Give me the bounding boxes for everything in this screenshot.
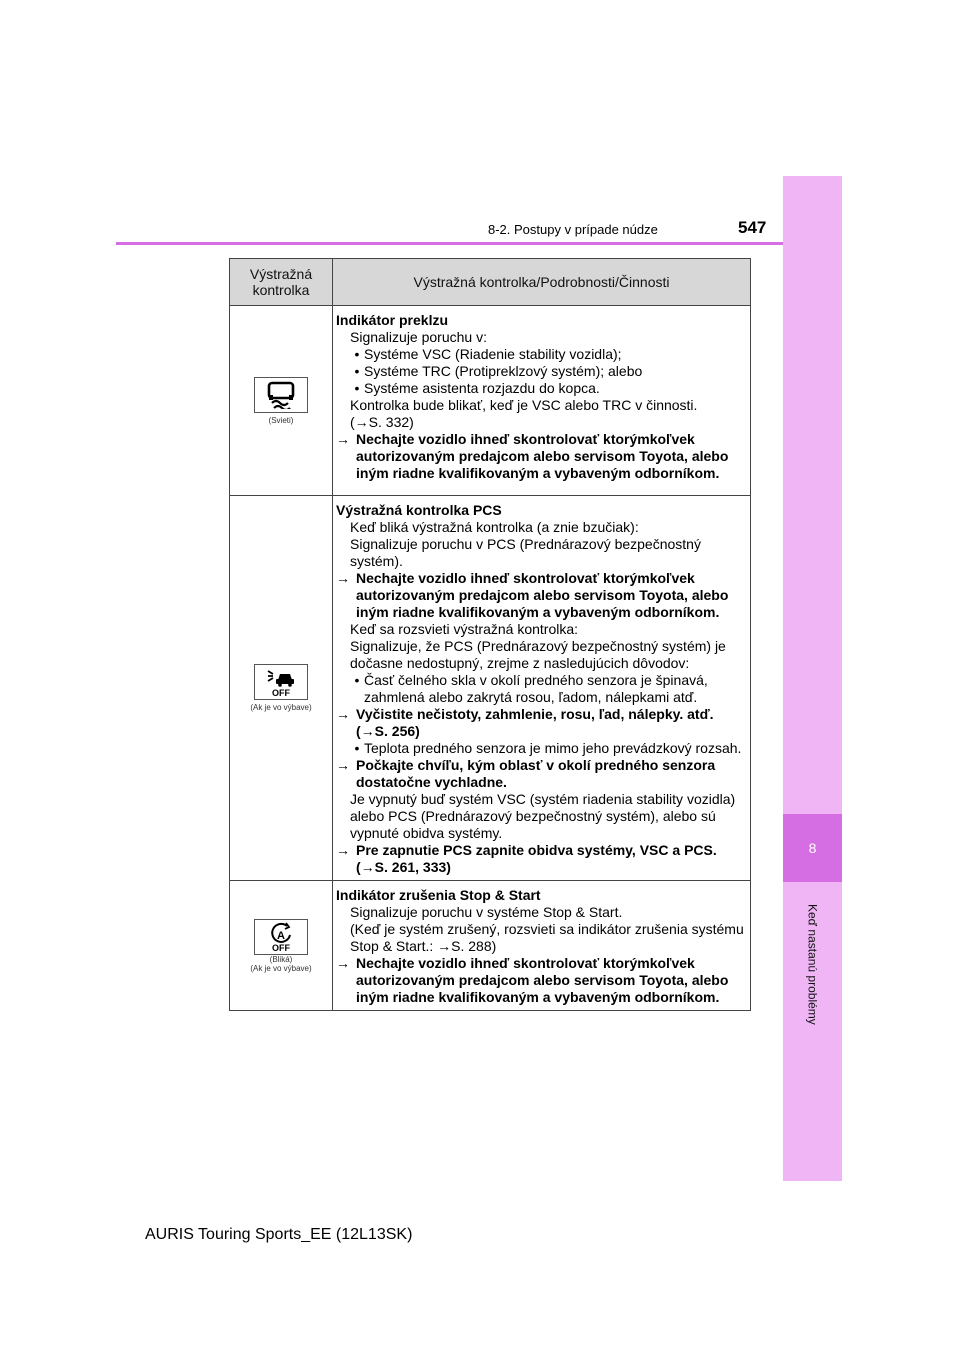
reference-text: S. 288) [451,938,497,954]
arrow-icon: → [336,570,350,586]
list-item [350,740,748,757]
table-row [230,496,751,881]
arrow-icon: → [336,757,350,773]
arrow-icon: → [336,842,350,858]
list-item [350,363,748,380]
stop-start-off-icon [265,922,297,952]
header-col-details: Výstražná kontrolka/Podrobnosti/Činnosti [333,259,751,306]
icon-caption: (Svieti) [268,415,294,425]
reference-text: S. 261, 333) [374,859,451,875]
icon-frame [254,664,308,700]
action-text: Vyčistite nečistoty, zahmlenie, rosu, ľad, nálepky. atď. [356,706,714,722]
chapter-title [783,896,842,1166]
arrow-icon: → [336,431,350,447]
action-instruction [336,431,748,482]
row-text: Signalizuje poruchu v: [350,329,487,345]
header-col-indicator: Výstražná kontrolka [230,259,333,306]
table-header-row [230,259,751,306]
row-text: Je vypnutý buď systém VSC (systém riadenia stability vozidla) alebo PCS (Prednárazový bezpečnostný systém), alebo sú vypnuté obidva systémy. [350,791,736,841]
pcs-off-icon [264,667,298,697]
bullet-icon: • [354,346,360,362]
action-instruction [336,955,748,1006]
row-text: Signalizuje poruchu v PCS (Prednárazový bezpečnostný systém). [350,536,701,569]
list-item [350,380,748,397]
page-number: 547 [738,218,767,237]
row-text-part: (Keď je systém zrušený, rozsvieti sa indikátor zrušenia systému Stop & Start.: [350,921,744,954]
reference-text: S. 256) [374,723,420,739]
table-row [230,306,751,496]
table-row [230,881,751,1011]
slip-indicator-icon [266,381,296,409]
arrow-icon: → [336,955,350,971]
action-instruction [336,842,748,876]
bullet-icon: • [354,740,360,756]
row-title: Indikátor zrušenia Stop & Start [336,887,541,903]
icon-frame [254,377,308,413]
action-text: Nechajte vozidlo ihneď skontrolovať ktorýmkoľvek autorizovaným predajcom alebo servisom Toyota, alebo iným riadne kvalifikovaným a vybaveným odborníkom. [356,955,729,1005]
description-cell [333,306,751,496]
header-divider [116,242,783,245]
svg-text:OFF: OFF [272,942,290,952]
reference-prefix: (→ [356,723,375,739]
list-item-text: Systéme TRC (Protipreklzový systém); alebo [364,363,643,379]
row-title: Indikátor preklzu [336,312,449,328]
arrow-icon: → [336,706,350,722]
footer-model-text: AURIS Touring Sports_EE (12L13SK) [145,1226,413,1243]
action-instruction [336,570,748,621]
section-title: 8-2. Postupy v prípade núdze [488,222,658,237]
svg-text:OFF: OFF [272,688,290,697]
action-instruction [336,757,748,791]
reference-text: S. 332) [368,414,414,430]
list-item-text: Teplota predného senzora je mimo jeho prevádzkový rozsah. [364,740,742,756]
bullet-icon: • [354,363,360,379]
action-text: Nechajte vozidlo ihneď skontrolovať ktorýmkoľvek autorizovaným predajcom alebo servisom Toyota, alebo iným riadne kvalifikovaným a vybaveným odborníkom. [356,570,729,620]
icon-cell [230,306,333,496]
chapter-side-tab [783,176,842,1181]
action-text: Pre zapnutie PCS zapnite obidva systémy, VSC a PCS. [356,842,717,858]
action-instruction [336,706,748,740]
icon-frame [254,919,308,955]
arrow-icon: → [437,938,452,954]
icon-caption: (Ak je vo výbave) [250,963,312,973]
list-item [350,346,748,363]
list-item [350,672,748,706]
icon-caption: (Bliká) [269,954,293,964]
bullet-icon: • [354,672,360,688]
description-cell [333,881,751,1011]
row-title: Výstražná kontrolka PCS [336,502,502,518]
action-text: Nechajte vozidlo ihneď skontrolovať ktorýmkoľvek autorizovaným predajcom alebo servisom Toyota, alebo iným riadne kvalifikovaným a vybaveným odborníkom. [356,431,729,481]
icon-caption: (Ak je vo výbave) [250,703,312,712]
list-item-text: Systéme VSC (Riadenie stability vozidla); [364,346,622,362]
warning-lights-table [229,258,751,1011]
action-text: Počkajte chvíľu, kým oblasť v okolí predného senzora dostatočne vychladne. [356,757,716,790]
icon-cell [230,881,333,1011]
chapter-title-text: Keď nastanú problémy [805,904,820,1025]
row-text: Signalizuje, že PCS (Prednárazový bezpečnostný systém) je dočasne nedostupný, zrejme z nasledujúcich dôvodov: [350,638,726,671]
row-text: Kontrolka bude blikať, keď je VSC alebo TRC v činnosti. [350,397,698,413]
row-text: Keď sa rozsvieti výstražná kontrolka: [350,621,579,637]
page-reference [350,414,748,431]
chapter-number: 8 [783,814,842,882]
svg-text:A: A [277,929,285,942]
bullet-icon: • [354,380,360,396]
reference-prefix: (→ [350,414,369,430]
description-cell [333,496,751,881]
icon-cell [230,496,333,881]
list-item-text: Časť čelného skla v okolí predného senzora je špinavá, zahmlená alebo zakrytá rosou, ľadom, nálepkami atď. [364,672,708,705]
row-text: Keď bliká výstražná kontrolka (a znie bzučiak): [350,519,639,535]
row-text [350,921,748,955]
reference-prefix: (→ [356,859,375,875]
list-item-text: Systéme asistenta rozjazdu do kopca. [364,380,600,396]
row-text: Signalizuje poruchu v systéme Stop & Start. [350,904,623,920]
